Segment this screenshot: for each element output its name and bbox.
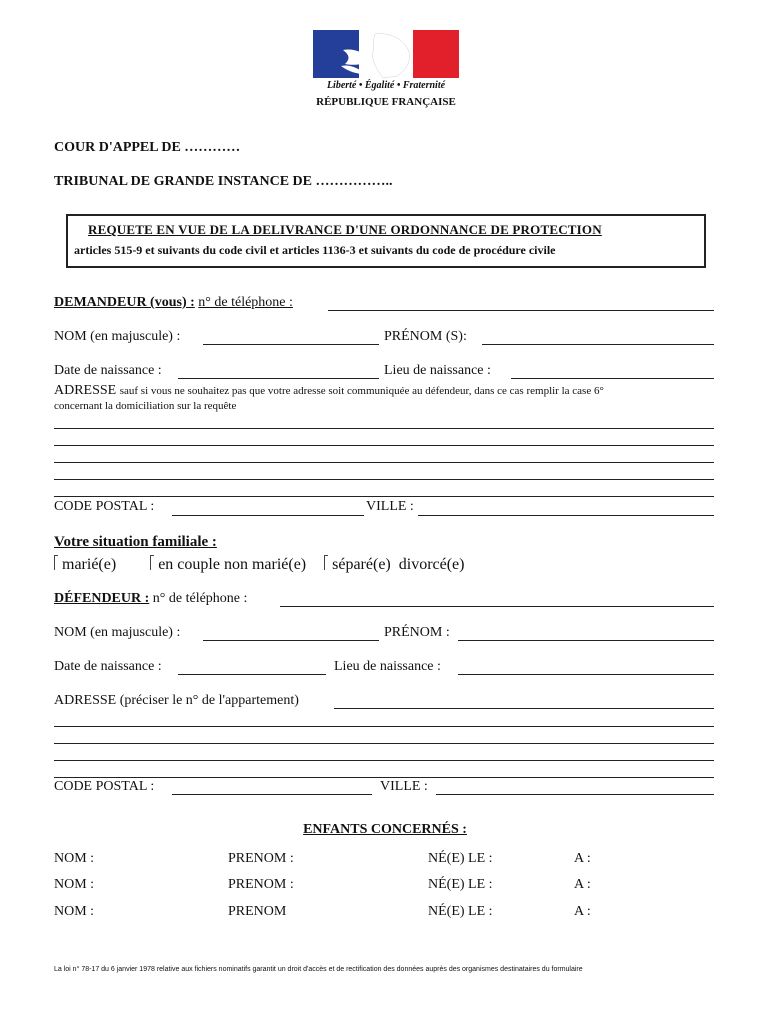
defendeur-adresse-field[interactable] — [334, 708, 714, 709]
defendeur-adresse-line-1[interactable] — [54, 726, 714, 727]
enfant-2-ne: NÉ(E) LE : — [428, 877, 493, 892]
defendeur-prenom-label: PRÉNOM : — [384, 625, 450, 640]
enfant-2-prenom: PRENOM : — [228, 877, 294, 892]
defendeur-title: DÉFENDEUR : — [54, 591, 150, 606]
demandeur-title: DEMANDEUR (vous) : — [54, 295, 195, 310]
motto: Liberté • Égalité • Fraternité — [326, 80, 446, 91]
enfant-2-a: A : — [574, 877, 591, 892]
demandeur-cp-label: CODE POSTAL : — [54, 499, 155, 514]
demandeur-lieu-field[interactable] — [511, 378, 714, 379]
defendeur-adresse-line-4[interactable] — [54, 777, 714, 778]
requete-title: REQUETE EN VUE DE LA DELIVRANCE D'UNE ORDONNANCE DE PROTECTION — [88, 222, 602, 237]
situation-opt-separe-label: séparé(e) — [332, 556, 391, 573]
defendeur-naissance-field[interactable] — [178, 674, 326, 675]
demandeur-phone-field[interactable] — [328, 310, 714, 311]
defendeur-cp-label: CODE POSTAL : — [54, 779, 155, 794]
demandeur-adresse-line-2[interactable] — [54, 445, 714, 446]
demandeur-ville-label: VILLE : — [366, 499, 414, 514]
demandeur-adresse-line-3[interactable] — [54, 462, 714, 463]
demandeur-lieu-label: Lieu de naissance : — [384, 363, 491, 378]
demandeur-cp-field[interactable] — [172, 515, 364, 516]
demandeur-naissance-label: Date de naissance : — [54, 363, 162, 378]
defendeur-ville-label: VILLE : — [380, 779, 428, 794]
defendeur-nom-label: NOM (en majuscule) : — [54, 625, 181, 640]
demandeur-adresse-line-1[interactable] — [54, 428, 714, 429]
situation-opt-couple-label: en couple non marié(e) — [158, 556, 307, 573]
defendeur-lieu-field[interactable] — [458, 674, 714, 675]
enfants-title: ENFANTS CONCERNÉS : — [303, 822, 467, 837]
enfant-1-a: A : — [574, 851, 591, 866]
enfant-2-nom: NOM : — [54, 877, 95, 892]
enfant-3-a: A : — [574, 904, 591, 919]
situation-opt-divorce-label: divorcé(e) — [398, 556, 465, 573]
demandeur-adresse-note2: concernant la domiciliation sur la requête — [54, 400, 237, 412]
demandeur-adresse-label: ADRESSE — [54, 383, 117, 398]
enfant-3-nom: NOM : — [54, 904, 95, 919]
demandeur-nom-field[interactable] — [203, 344, 379, 345]
defendeur-naissance-label: Date de naissance : — [54, 659, 162, 674]
defendeur-phone-label: n° de téléphone : — [152, 591, 248, 606]
demandeur-adresse-line-4[interactable] — [54, 479, 714, 480]
enfant-1-nom: NOM : — [54, 851, 95, 866]
footer-note: La loi n° 78-17 du 6 janvier 1978 relative aux fichiers nominatifs garantit un droit d'accès et de rectification des données auprès des organismes destinataires du formulaire — [54, 966, 583, 973]
situation-opt-separe[interactable] — [324, 556, 391, 573]
enfant-3-ne: NÉ(E) LE : — [428, 904, 493, 919]
defendeur-row — [54, 591, 247, 607]
cour-appel: COUR D'APPEL DE ………… — [54, 140, 241, 155]
situation-title: Votre situation familiale : — [54, 534, 217, 550]
demandeur-prenom-field[interactable] — [482, 344, 714, 345]
defendeur-adresse-line-2[interactable] — [54, 743, 714, 744]
demandeur-nom-label: NOM (en majuscule) : — [54, 329, 181, 344]
enfant-3-prenom: PRENOM — [228, 904, 287, 919]
demandeur-prenom-label: PRÉNOM (S): — [384, 329, 467, 344]
defendeur-phone-field[interactable] — [280, 606, 714, 607]
enfant-1-ne: NÉ(E) LE : — [428, 851, 493, 866]
checkbox-icon — [54, 555, 58, 570]
demandeur-ville-field[interactable] — [418, 515, 714, 516]
demandeur-row — [54, 295, 293, 311]
situation-opt-divorce[interactable] — [399, 556, 465, 573]
situation-opt-marie-label: marié(e) — [62, 556, 117, 573]
defendeur-lieu-label: Lieu de naissance : — [334, 659, 441, 674]
defendeur-cp-field[interactable] — [172, 794, 372, 795]
defendeur-ville-field[interactable] — [436, 794, 714, 795]
defendeur-adresse-line-3[interactable] — [54, 760, 714, 761]
demandeur-adresse-note: sauf si vous ne souhaitez pas que votre adresse soit communiquée au défendeur, dans ce cas remplir la case 6° — [119, 385, 604, 397]
demandeur-phone-label: n° de téléphone : — [198, 295, 293, 310]
defendeur-nom-field[interactable] — [203, 640, 379, 641]
demandeur-adresse-row — [54, 383, 604, 399]
enfant-1-prenom: PRENOM : — [228, 851, 294, 866]
demandeur-naissance-field[interactable] — [178, 378, 379, 379]
situation-opt-couple[interactable] — [150, 556, 306, 573]
situation-options — [54, 555, 464, 574]
checkbox-icon — [150, 555, 154, 570]
republic-label: RÉPUBLIQUE FRANÇAISE — [316, 96, 456, 108]
defendeur-prenom-field[interactable] — [458, 640, 714, 641]
demandeur-adresse-line-5[interactable] — [54, 496, 714, 497]
situation-opt-marie[interactable] — [54, 556, 116, 573]
defendeur-adresse-label: ADRESSE (préciser le n° de l'appartement) — [54, 693, 299, 708]
requete-articles: articles 515-9 et suivants du code civil et articles 1136-3 et suivants du code de procédure civile — [74, 243, 556, 257]
tribunal: TRIBUNAL DE GRANDE INSTANCE DE …………….. — [54, 174, 393, 189]
checkbox-icon — [324, 555, 328, 570]
